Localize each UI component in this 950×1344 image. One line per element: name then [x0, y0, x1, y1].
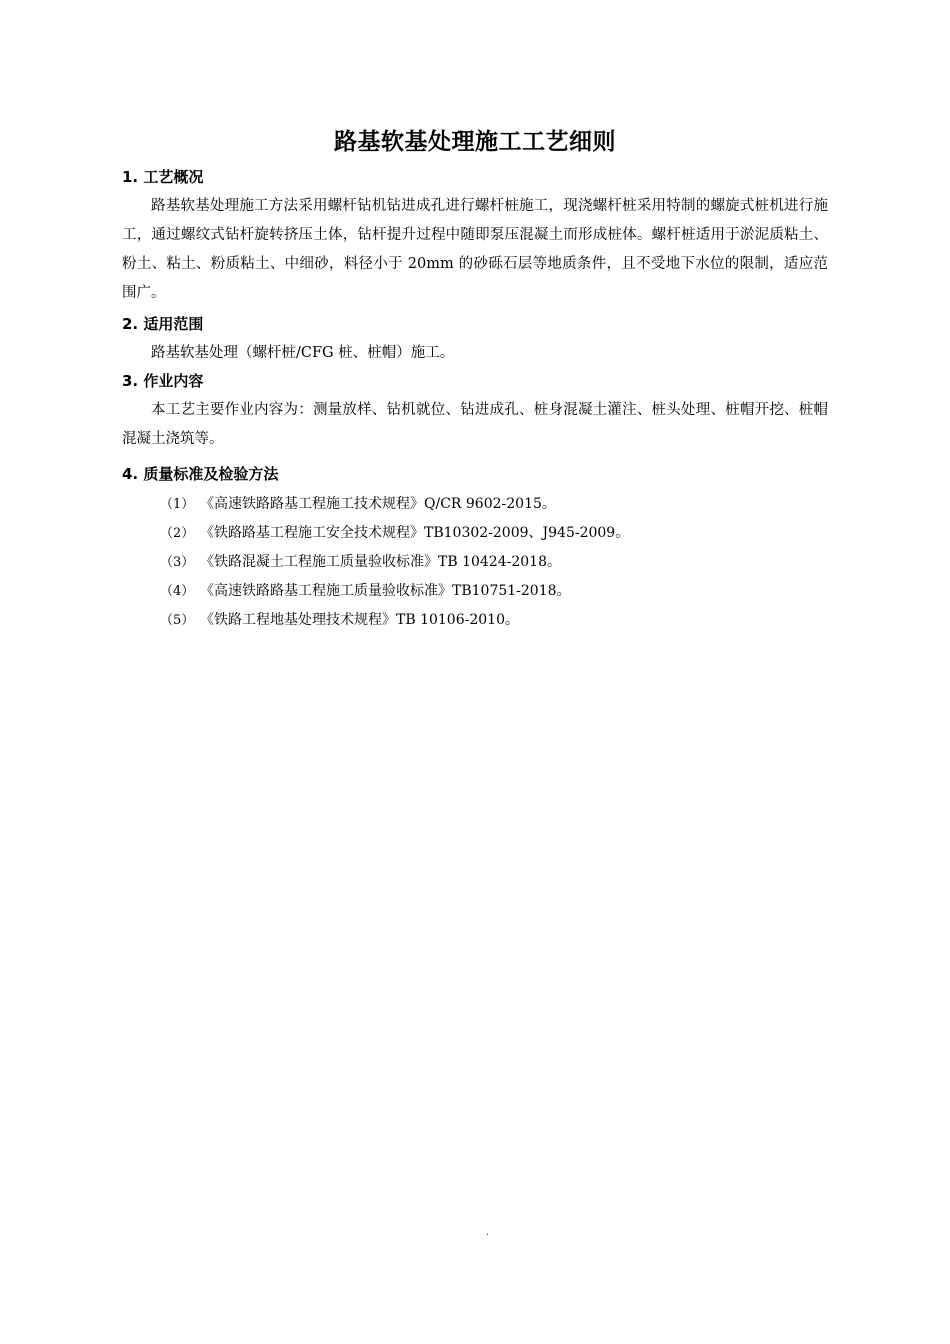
list-item-text: 《铁路路基工程施工安全技术规程》TB10302-2009、J945-2009。 [200, 525, 630, 541]
section-body-overview: 路基软基处理施工方法采用螺杆钻机钻进成孔进行螺杆桩施工，现浇螺杆桩采用特制的螺旋式桩机进行施工，通过螺纹式钻杆旋转挤压土体，钻杆提升过程中随即泵压混凝土而形成桩体。螺杆桩适用于淤泥质粘土、粉土、粘土、粉质粘土、中细砂，料径小于 20mm 的砂砾石层等地质条件，且不受地下水位的限制，适应范围广。 [122, 198, 828, 301]
section-heading-overview: 1. 工艺概况 [122, 168, 204, 186]
list-item-number: （3） [160, 555, 195, 570]
list-item [160, 606, 629, 635]
section-heading-scope: 2. 适用范围 [122, 315, 204, 333]
list-item-text: 《铁路工程地基处理技术规程》TB 10106-2010。 [200, 612, 519, 628]
list-item-number: （1） [160, 497, 195, 512]
list-item [160, 490, 629, 519]
document-title: 路基软基处理施工工艺细则 [334, 129, 616, 155]
section-heading-work-content: 3. 作业内容 [122, 372, 204, 390]
section-body-work-content: 本工艺主要作业内容为：测量放样、钻机就位、钻进成孔、桩身混凝土灌注、桩头处理、桩帽开挖、桩帽混凝土浇筑等。 [122, 402, 828, 447]
list-item [160, 548, 629, 577]
list-item-number: （2） [160, 526, 195, 541]
list-item-text: 《铁路混凝土工程施工质量验收标准》TB 10424-2018。 [200, 554, 561, 570]
section-body-scope: 路基软基处理（螺杆桩/CFG 桩、桩帽）施工。 [151, 345, 455, 361]
standards-list [160, 490, 629, 635]
list-item-number: （4） [160, 584, 195, 599]
page-footer-mark: · [486, 1230, 490, 1241]
list-item-text: 《高速铁路路基工程施工质量验收标准》TB10751-2018。 [200, 583, 571, 599]
section-heading-quality-standards: 4. 质量标准及检验方法 [122, 465, 279, 483]
list-item-number: （5） [160, 613, 195, 628]
list-item-text: 《高速铁路路基工程施工技术规程》Q/CR 9602-2015。 [200, 496, 556, 512]
list-item [160, 519, 629, 548]
list-item [160, 577, 629, 606]
